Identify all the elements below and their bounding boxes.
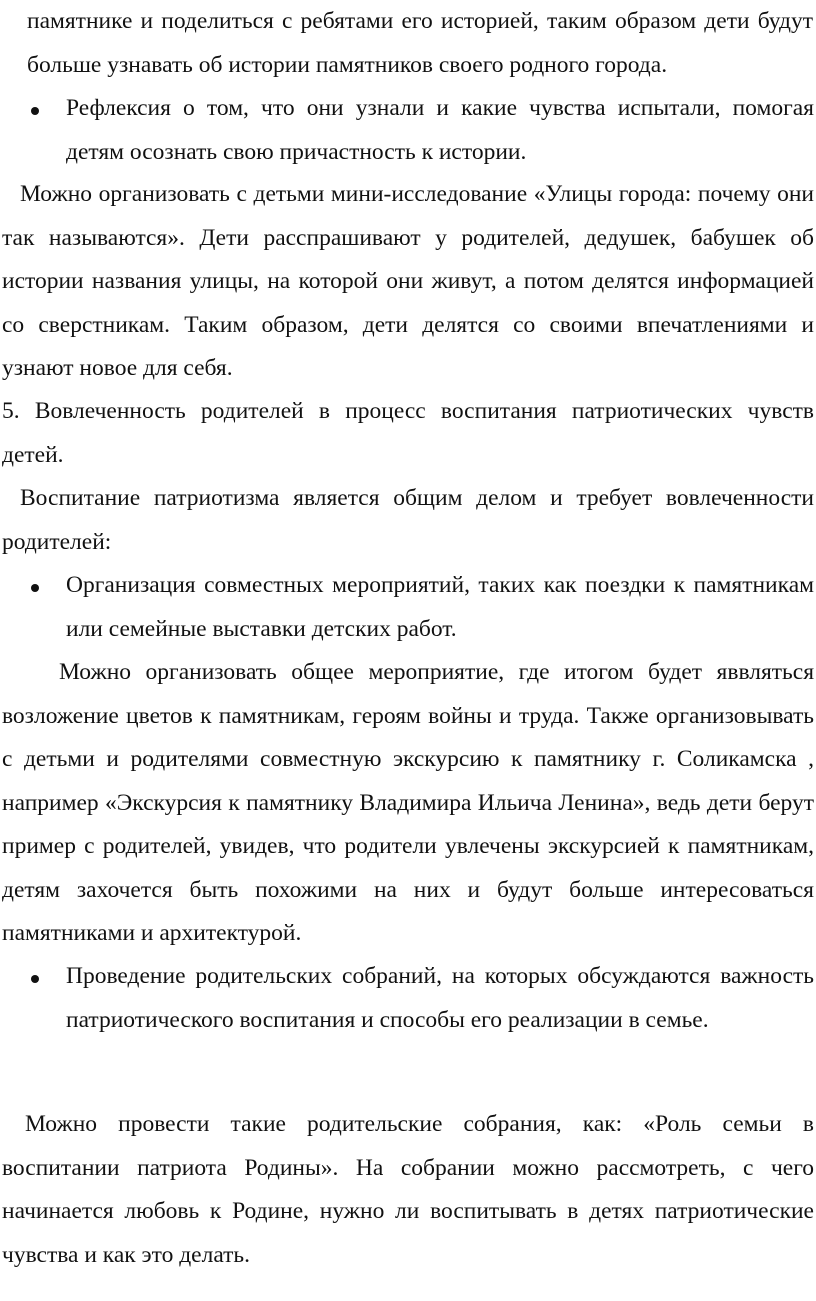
paragraph-common-event: Можно организовать общее мероприятие, где итогом будет яввляться возложение цветов к памятникам, героям войны и труда. Также организовывать с детьми и родителями совместную экскурсию к памятнику г. Соликамска , например «Экскурсия к памятнику Владимира Ильича Ленина», ведь дети берут пример с родителей, увидев, что родители увлечены экскурсией к памятникам, детям захочется быть похожими на них и будут больше интересоваться памятниками и архитектурой. [2, 659, 814, 946]
paragraph-meetings-example: Можно провести такие родительские собрания, как: «Роль семьи в воспитании патриота Родины». На собрании можно рассмотреть, с чего начинается любовь к Родине, нужно ли воспитывать в детях патриотические чувства и как это делать. [2, 1111, 814, 1268]
bullet-item-joint-events [27, 564, 814, 651]
paragraph-mini-research: Можно организовать с детьми мини-исследование «Улицы города: почему они так называются». Дети расспрашивают у родителей, дедушек, бабушек об истории названия улицы, на которой они живут, а потом делятся информацией со сверстникам. Таким образом, дети делятся со своими впечатлениями и узнают новое для себя. [2, 181, 814, 381]
bullet-text: Организация совместных мероприятий, таких как поездки к памятникам или семейные выставки детских работ. [66, 572, 814, 642]
bullet-text: Проведение родительских собраний, на которых обсуждаются важность патриотического воспитания и способы его реализации в семье. [66, 963, 814, 1033]
bullet-dot-icon [31, 975, 39, 983]
section-heading-5: 5. Вовлеченность родителей в процесс воспитания патриотических чувств детей. [2, 398, 814, 468]
bullet-item-reflection [27, 87, 814, 174]
bullet-item-parent-meetings [27, 955, 814, 1042]
bullet-text: Рефлексия о том, что они узнали и какие чувства испытали, помогая детям осознать свою причастность к истории. [66, 95, 814, 165]
continued-list-item-text: памятнике и поделиться с ребятами его историей, таким образом дети будут больше узнавать об истории памятников своего родного города. [27, 8, 813, 78]
paragraph-common-cause: Воспитание патриотизма является общим делом и требует вовлеченности родителей: [2, 485, 814, 555]
bullet-dot-icon [31, 107, 39, 115]
bullet-dot-icon [31, 584, 39, 592]
